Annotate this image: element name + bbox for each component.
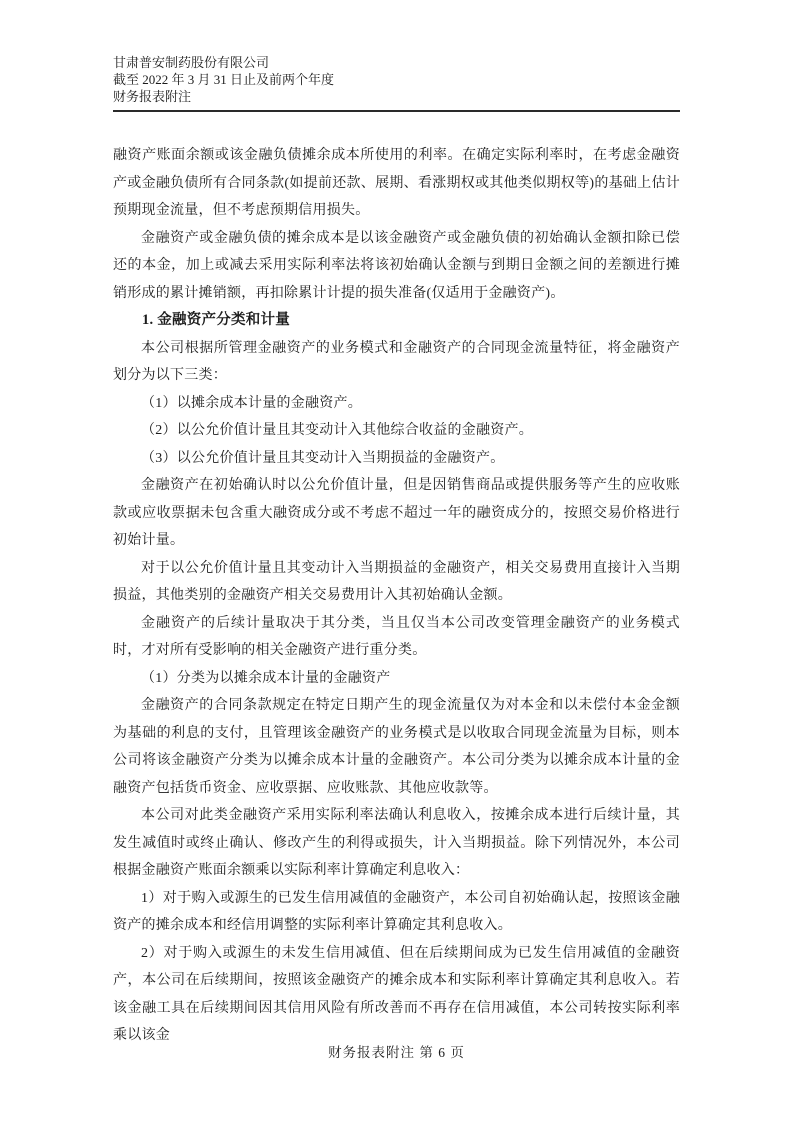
paragraph: 融资产账面余额或该金融负债摊余成本所使用的利率。在确定实际利率时，在考虑金融资产或金融负债所有合同条款(如提前还款、展期、看涨期权或其他类似期权等)的基础上估计预期现金流量，但不考虑预期信用损失。 (113, 148, 680, 218)
section-heading: 1. 金融资产分类和计量 (142, 312, 290, 328)
paragraph: （3）以公允价值计量且其变动计入当期损益的金融资产。 (141, 450, 505, 466)
footer-page-label: 财务报表附注 第 6 页 (328, 1045, 465, 1060)
paragraph: 2）对于购入或源生的未发生信用减值、但在后续期间成为已发生信用减值的金融资产，本公司在后续期间，按照该金融资产的摊余成本和实际利率计算确定其利息收入。若该金融工具在后续期间因其信用风险有所改善而不再存在信用减值，本公司转按实际利率乘以该金 (113, 945, 680, 1043)
header-period: 截至 2022 年 3 月 31 日止及前两个年度 (113, 72, 335, 87)
header-divider (113, 110, 680, 112)
paragraph: 金融资产的合同条款规定在特定日期产生的现金流量仅为对本金和以未偿付本金金额为基础的利息的支付，且管理该金融资产的业务模式是以收取合同现金流量为目标，则本公司将该金融资产分类为以摊余成本计量的金融资产。本公司分类为以摊余成本计量的金融资产包括货币资金、应收票据、应收账款、其他应收款等。 (113, 698, 680, 796)
header-company-name: 甘肃普安制药股份有限公司 (113, 55, 270, 70)
document-header (113, 54, 680, 112)
paragraph: 本公司根据所管理金融资产的业务模式和金融资产的合同现金流量特征，将金融资产划分为以下三类： (113, 340, 680, 383)
paragraph: （2）以公允价值计量且其变动计入其他综合收益的金融资产。 (141, 423, 533, 438)
document-body (113, 142, 680, 1050)
paragraph: 对于以公允价值计量且其变动计入当期损益的金融资产，相关交易费用直接计入当期损益，其他类别的金融资产相关交易费用计入其初始确认金额。 (113, 560, 680, 603)
paragraph: 金融资产在初始确认时以公允价值计量，但是因销售商品或提供服务等产生的应收账款或应收票据未包含重大融资成分或不考虑不超过一年的融资成分的，按照交易价格进行初始计量。 (113, 478, 680, 548)
paragraph: 金融资产或金融负债的摊余成本是以该金融资产或金融负债的初始确认金额扣除已偿还的本金，加上或减去采用实际利率法将该初始确认金额与到期日金额之间的差额进行摊销形成的累计摊销额，再扣除累计计提的损失准备(仅适用于金融资产)。 (113, 230, 680, 301)
paragraph: 金融资产的后续计量取决于其分类，当且仅当本公司改变管理金融资产的业务模式时，才对所有受影响的相关金融资产进行重分类。 (113, 615, 680, 658)
page-footer (0, 1041, 793, 1061)
header-doc-title: 财务报表附注 (113, 89, 192, 104)
paragraph: （1）以摊余成本计量的金融资产。 (141, 395, 362, 411)
paragraph: 1）对于购入或源生的已发生信用减值的金融资产，本公司自初始确认起，按照该金融资产的摊余成本和经信用调整的实际利率计算确定其利息收入。 (113, 890, 680, 933)
paragraph: 本公司对此类金融资产采用实际利率法确认利息收入，按摊余成本进行后续计量，其发生减值时或终止确认、修改产生的利得或损失，计入当期损益。除下列情况外，本公司根据金融资产账面余额乘以实际利率计算确定利息收入： (113, 808, 680, 878)
paragraph: （1）分类为以摊余成本计量的金融资产 (141, 670, 391, 686)
